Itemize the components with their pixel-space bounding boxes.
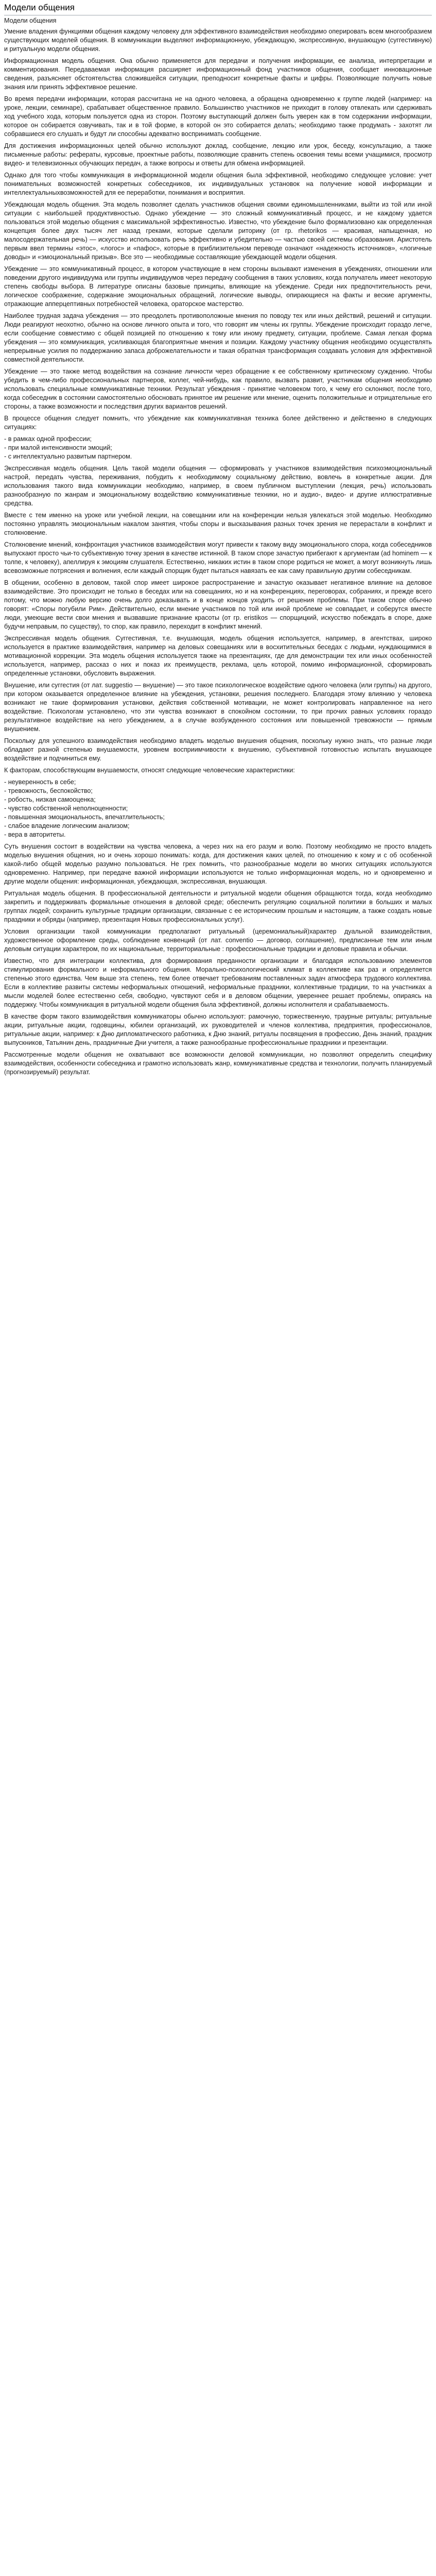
- paragraph: Для достижения информационных целей обычно используют доклад, сообщение, лекцию или урок, беседу, консультацию, а также письменные работы: рефераты, курсовые, проектные работы, позволяющие сравнить степень освоения темы всеми учащимися, просмотр видео- и телевизионных обучающих передач, а также вопросы и ответы для обмена информацией.: [4, 142, 432, 167]
- paragraph: Столкновение мнений, конфронтация участников взаимодействия могут привести к такому виду эмоционального спора, когда собеседников выпускают просто чьи-то субъективную точку зрения в качестве истинной. В таком споре зачастую прибегают к аргументам (ad hominem — к толпе, к человеку), апеллируя к эмоциям слушателя. Естественно, никаких истин в таком споре родиться не может, а могут возникнуть лишь всевозможные потрясения и волнения, если каждый спорщик будет пытаться навязать ее как саму правильную другим собеседникам.: [4, 541, 432, 574]
- bullet-list: [4, 435, 432, 461]
- paragraph: Умение владения функциями общения каждому человеку для эффективного взаимодействия необходимо оперировать всем многообразием существующих моделей общения. В коммуникации выделяют информационную, убеждающую, экспрессивную, внушающую (суггестивную) и ритуальную модели общения.: [4, 28, 432, 53]
- paragraph: Убеждение — это коммуникативный процесс, в котором участвующие в нем стороны вызывают изменения в убеждениях, отношении или поведении другого индивидуума или группы индивидуумов через передачу сообщения в таких условиях, когда получатель имеет некоторую степень свободы выбора. В литературе описаны базовые принципы, влияющие на убеждение. Среди них предпочтительность речи, логическое соображение, содержание эмоциональных обращений, логические выводы, опирающиеся на факты и веские аргументы, отражающие апперцептивных потребностей человека, ораторское мастерство.: [4, 265, 432, 308]
- article-page: [0, 2, 436, 1077]
- bullet-list: [4, 778, 432, 839]
- paragraph: Экспрессивная модель общения. Цель такой модели общения — сформировать у участников взаимодействия психоэмоциональный настрой, передать чувства, переживания, побудить к необходимому социальному действию, вовлечь в конкретные акции. Для использования такого вида коммуникации необходимо, например, в своем публичном выступлении (лекция, речь) использовать разнообразную по жанрам и эмоциональному воздействию коммуникативные техники, но и аудио-, видео- и другие иллюстративные средства.: [4, 465, 432, 507]
- paragraph: В процессе общения следует помнить, что убеждение как коммуникативная техника более действенно и действенно в следующих ситуациях:: [4, 415, 432, 431]
- paragraph: Условия организации такой коммуникации предполагают ритуальный (церемониальный)характер дуальной взаимодействия, художественное оформление среды, соблюдение конвенций (от лат. conventio — договор, соглашение), предписанные тем или иным деловым ситуации характером, по их национальные, территориальные : профессиональные традиции и деловые правила и обычаи.: [4, 928, 432, 953]
- list-item: - в рамках одной профессии;: [4, 435, 92, 443]
- list-item: - вера в авторитеты.: [4, 831, 66, 838]
- paragraph: Поскольку для успешного взаимодействия необходимо владеть моделью внушения общения, поскольку нужно знать, что разные люди обладают разной степенью внушаемости, уровнем восприимчивости к внушению, субъективной готовностью испытать внушающее воздействие и подчиниться ему.: [4, 737, 432, 762]
- paragraph: Информационная модель общения. Она обычно применяется для передачи и получения информации, ее анализа, интерпретации и комментирования. Передаваемая информация расширяет информационный фонд участников общения, сообщает инновационные сведения, разъясняет обстоятельства сложившейся ситуации, преподносит конкретные факты и цифры. Позволяющие получить новые знания или принять эффективное решение.: [4, 57, 432, 91]
- list-item: - тревожность, беспокойство;: [4, 787, 93, 794]
- paragraph: Вместе с тем именно на уроке или учебной лекции, на совещании или на конференции нельзя увлекаться этой моделью. Необходимо постоянно управлять эмоциональным накалом занятия, чтобы споры и высказывания разных точек зрения не перерастали в конфликт и столкновение.: [4, 512, 432, 536]
- paragraph: Суть внушения состоит в воздействии на чувства человека, а через них на его разум и волю. Поэтому необходимо не просто владеть моделью внушения общения, но и очень хорошо понимать: когда, для достижения каких целей, по отношению к кому и с об особенной какой-либо общей моделью разумно пользоваться. Не грех помнить, что разнообразные модели во многих ситуациях используются одновременно. Например, при передаче важной информации используются не только информационная модель, но и одновременно и другие модели общения: информационная, убеждающая, экспрессивная, внушающая.: [4, 843, 432, 885]
- paragraph: К факторам, способствующим внушаемости, относят следующие человеческие характеристики:: [4, 767, 295, 774]
- list-item: - повышенная эмоциональность, впечатлительность;: [4, 814, 165, 821]
- paragraph: В общении, особенно в деловом, такой спор имеет широкое распространение и зачастую оказывает негативное влияние на деловое взаимодействие. Это происходит не только в беседах или на совещаниях, но и на конференциях, переговорах, собраниях, и прежде всего потому, что можно любую версию очень долго доказывать и в конце концов уходить от решения проблемы. При таком споре обычно говорят: «Споры погубили Рим». Действительно, если мнение участников по той или иной проблеме не совпадает, и соберутся вместе люди, умеющие вести свои мнения и вызвавшие признание красоты (от гр. eristikos — спорщицкий, искусство побеждать в споре, даже будучи неправым, по существу), то спор, как правило, переходит в конфликт мнений.: [4, 579, 432, 630]
- paragraph: Во время передачи информации, которая рассчитана не на одного человека, а обращена одновременно к группе людей (например: на уроке, лекции, семинаре), срабатывает общественное правило. Большинство участников не приходит в голову отвлекать или сдерживать ход учебного хода, которым пользуется одна из сторон. Поэтому выступающий должен быть уверен как в том содержании информации, которое он собирается озвучивать, так и в той форме, в которой он это собирается делать; необходимо также продумать - захотят ли собравшиеся его слушать и будут ли способны адекватно воспринимать сообщение.: [4, 95, 432, 138]
- paragraph: Экспрессивная модель общения. Суггестивная, т.е. внушающая, модель общения используется, например, в агентствах, широко используется в практике взаимодействия, например на деловых совещаниях или в восхитительных беседах с людьми, нуждающимися в мотивационной коррекции. Эта модель общения используется также на презентациях, где для демонстрации тех или иных особенностей используется, например, рассказ о них и показ их преимуществ, реклама, цель которой, помимо информационной, сформировать определенные установки, обусловить выражения.: [4, 635, 432, 677]
- page-subtitle: Модели общения: [4, 17, 57, 24]
- list-item: - робость, низкая самооценка;: [4, 796, 96, 803]
- paragraph: Внушение, или суггестия (от лат. suggestio — внушение) — это такое психологическое воздействие одного человека (или группы) на другого, при котором оказывается определенное влияние на убеждения, установки, решения последнего. Благодаря этому влиянию у человека возникают не такие формирования установки, действия собственной мотивации, не может контролировать направленное на него воздействие. Психологам установлено, что эти чувства возникают в спокойном состоянии, то при прочих равных условиях гораздо результативное воздействие на него убеждением, а в случае возбужденного состояния или повышенной тревожности — прямым внушением.: [4, 682, 432, 733]
- list-item: - слабое владение логическим анализом;: [4, 822, 130, 829]
- paragraph: Наиболее трудная задача убеждения — это преодолеть противоположные мнения по поводу тех или иных действий, решений и ситуации. Люди реагируют неохотно, обычно на основе личного опыта и того, что говорят им члены их группы. Убеждение происходит гораздо легче, если сообщение совместимо с общей позицией по отношению к тому или иному предмету, ситуации, проблеме. Самая легкая форма убеждения — это коммуникация, усиливающая благоприятные мнения и позиции. Каждому участнику общения необходимо осуществлять непрерывные усилия по поддержанию запаса доброжелательности и такая обратная трансформация создавать условия для эффективной совместной деятельности.: [4, 312, 432, 363]
- article-body: [4, 27, 432, 1077]
- list-item: - с интеллектуально развитым партнером.: [4, 453, 132, 460]
- paragraph: Убеждающая модель общения. Эта модель позволяет сделать участников общения своими единомышленниками, выйти из той или иной ситуации с наибольшей продуктивностью. Однако убеждение — это сложный коммуникативный процесс, и не каждому удается пользоваться этой моделью общения с максимальной эффективностью. Известно, что убеждение было формализовано как определенная концепция более двух тысяч лет назад греками, которые сделали риторику (от гр. rhetorikos — красивая, напыщенная, но малосодержательная речь) — искусство использовать речь эффективно и убедительно — частью своей системы образования. Аристотель первым ввел термины «этос», «логос» и «пафос», которые в приблизительном переводе означают «надежность источников», «логичные доводы» и «эмоциональный призыв». Все это — необходимые составляющие убеждающей модели общения.: [4, 201, 432, 261]
- paragraph: Однако для того чтобы коммуникация в информационной модели общения была эффективной, необходимо следующее условие: учет понимательных возможностей конкретных собеседников, их индивидуальных установок на получение новой информации и интеллектуальныхвозможностей для ее переработки, понимания и восприятия.: [4, 172, 432, 196]
- list-item: - чувство собственной неполноценности;: [4, 805, 128, 812]
- list-item: - при малой интенсивности эмоций;: [4, 444, 112, 451]
- paragraph: Известно, что для интеграции коллектива, для формирования преданности организации и благодаря использованию элементов стимулирования формального и неформального общения. Морально-психологический климат в коллективе как раз и определяется степенью этого единства. Чем выше эта степень, тем более отвечает требованиям поставленных задач атмосфера трудового коллектива. Если в коллективе развиты системы неформальных отношений, неформальные праздники, коллективные традиции, то на участниках а мысли моделей более естественно себя, свободно, чувствуют себя и в деловом общении, увереннее решает проблемы, опираясь на поддержку. Чтобы коммуникация в ритуальной модели общения была эффективной, должны исполнителя и срабатываемость.: [4, 957, 432, 1008]
- paragraph: Рассмотренные модели общения не охватывают все возможности деловой коммуникации, но позволяют определить специфику взаимодействия, особенности собеседника и грамотно использовать жанр, коммуникативные средства и технологии, получить планируемый (прогнозируемый) результат.: [4, 1051, 432, 1076]
- paragraph: В качестве форм такого взаимодействия коммуникаторы обычно используют: рамочную, торжественную, траурные ритуалы; ритуальные акции, ритуальные акции, годовщины, юбилеи организаций, их руководителей и членов коллектива, предприятия, профессионалов, ритуальные акции, например: к Дню дипломатического работника, к Дню знаний, ритуалы посвящения в профессию, День знаний, праздник выпускников, Татьянин день, праздничные Дни учителя, а также разнообразные профессиональные праздники и презентации.: [4, 1013, 432, 1046]
- page-title: Модели общения: [4, 2, 432, 15]
- paragraph: Убеждение — это также метод воздействия на сознание личности через обращение к ее собственному критическому суждению. Чтобы убедить в чем-либо профессиональных партнеров, коллег, чей-нибудь, как правило, вызвать развит, участникам общения необходимо использовать специальные коммуникативные техники. Результат убеждения - принятие человеком того, к чему его склоняют, после того, когда собеседник в состоянии самостоятельно обосновать принятое им решение или мнение, оценить положительные и отрицательные его стороны, а также возможности и последствия других вариантов решений.: [4, 368, 432, 410]
- list-item: - неуверенность в себе;: [4, 778, 76, 786]
- paragraph: Ритуальная модель общения. В профессиональной деятельности и ритуальной модели общения обращаются тогда, когда необходимо закрепить и поддерживать формальные отношения в деловой среде; обеспечить регуляцию социальной политики в больших и малых группах людей; сохранить культурные традиции организации, связанные с ее историческим прошлым и настоящим, а также создать новые праздники и обряды (например, презентация Новых профессиональных услуг).: [4, 890, 432, 923]
